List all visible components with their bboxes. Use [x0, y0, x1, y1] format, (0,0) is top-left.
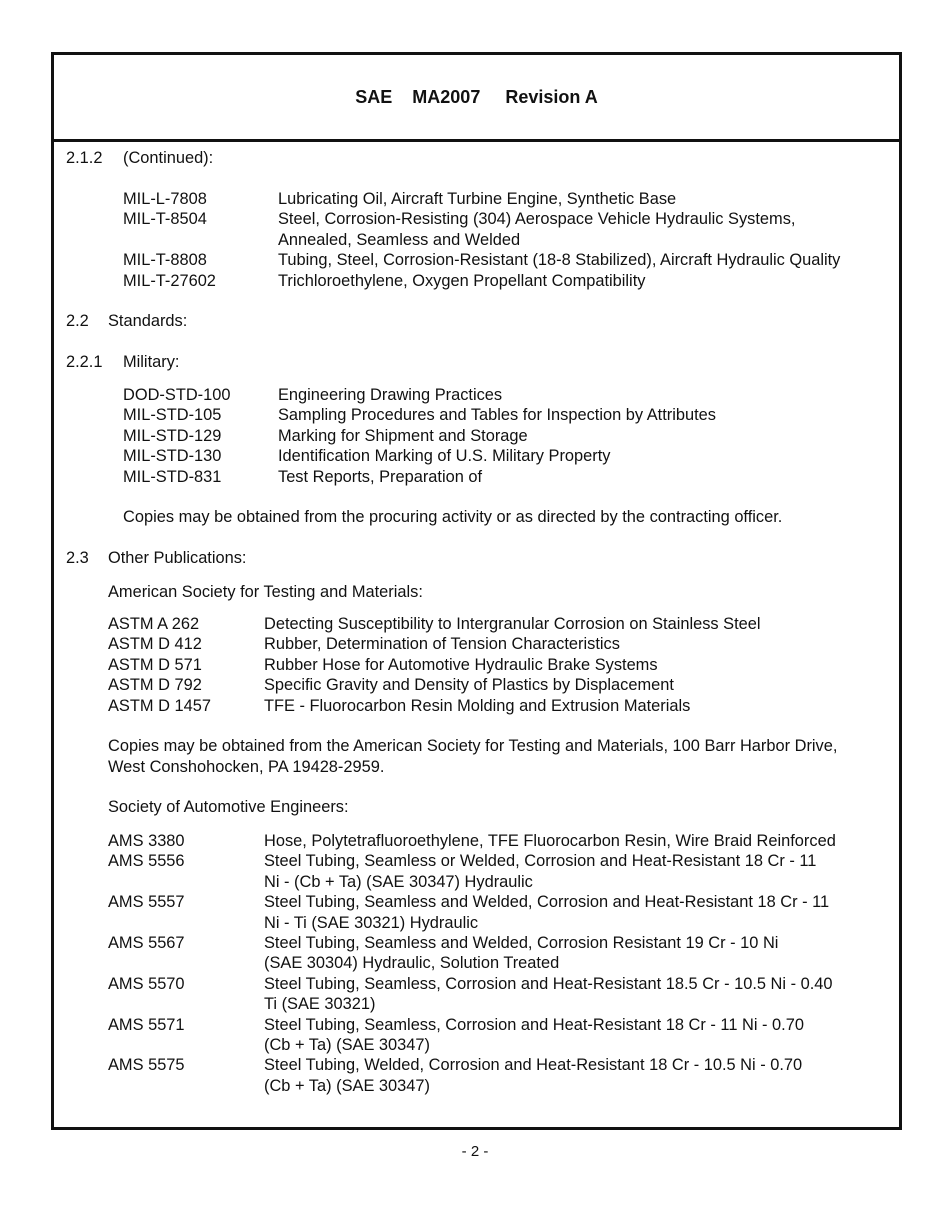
reference-title: (SAE 30304) Hydraulic, Solution Treated: [264, 954, 560, 973]
reference-code: ASTM D 571: [108, 655, 202, 674]
reference-title: Steel Tubing, Seamless, Corrosion and Heat-Resistant 18 Cr - 11 Ni - 0.70: [264, 1015, 804, 1034]
section-number: 2.1.2: [66, 149, 103, 167]
reference-title: TFE - Fluorocarbon Resin Molding and Extrusion Materials: [264, 696, 691, 715]
reference-code: ASTM D 412: [108, 635, 202, 654]
reference-title: Sampling Procedures and Tables for Inspection by Attributes: [278, 406, 716, 425]
section-number: 2.2.1: [66, 353, 103, 371]
section-number: 2.3: [66, 549, 89, 567]
copies-note-military: Copies may be obtained from the procuring activity or as directed by the contracting officer.: [123, 508, 783, 526]
document-header: [54, 55, 899, 142]
reference-title: (Cb + Ta) (SAE 30347): [264, 1076, 430, 1095]
reference-code: AMS 5570: [108, 974, 185, 993]
reference-code: ASTM D 1457: [108, 696, 211, 715]
reference-title: Test Reports, Preparation of: [278, 467, 483, 486]
reference-code: AMS 3380: [108, 832, 185, 850]
reference-code: MIL-STD-129: [123, 426, 222, 445]
section-heading: Other Publications:: [108, 549, 247, 567]
reference-code: MIL-STD-831: [123, 467, 222, 486]
reference-title: Ni - Ti (SAE 30321) Hydraulic: [264, 913, 479, 932]
reference-code: MIL-T-27602: [123, 271, 216, 290]
reference-title: Trichloroethylene, Oxygen Propellant Compatibility: [278, 271, 646, 290]
reference-title: Steel Tubing, Seamless and Welded, Corrosion and Heat-Resistant 18 Cr - 11: [264, 893, 830, 912]
reference-code: MIL-T-8504: [123, 210, 207, 229]
section-number: 2.2: [66, 312, 89, 330]
reference-title: Steel Tubing, Seamless, Corrosion and Heat-Resistant 18.5 Cr - 10.5 Ni - 0.40: [264, 974, 833, 993]
reference-title: Lubricating Oil, Aircraft Turbine Engine, Synthetic Base: [278, 190, 677, 208]
section-heading: Standards:: [108, 312, 188, 330]
reference-title: Detecting Susceptibility to Intergranular Corrosion on Stainless Steel: [264, 615, 761, 633]
reference-title: Tubing, Steel, Corrosion-Resistant (18-8 Stabilized), Aircraft Hydraulic Quality: [278, 251, 841, 270]
reference-title: Steel Tubing, Seamless or Welded, Corrosion and Heat-Resistant 18 Cr - 11: [264, 852, 817, 871]
reference-title: Rubber Hose for Automotive Hydraulic Brake Systems: [264, 655, 658, 674]
reference-title: Annealed, Seamless and Welded: [278, 230, 521, 249]
section-heading: Military:: [123, 353, 180, 371]
reference-title: Steel Tubing, Seamless and Welded, Corrosion Resistant 19 Cr - 10 Ni: [264, 934, 779, 952]
section-heading: (Continued):: [123, 149, 214, 167]
reference-code: MIL-L-7808: [123, 190, 207, 208]
copies-note-astm-line-2: West Conshohocken, PA 19428-2959.: [108, 758, 385, 776]
reference-title: Identification Marking of U.S. Military Property: [278, 447, 611, 466]
reference-code: AMS 5556: [108, 852, 185, 871]
reference-title: Steel Tubing, Welded, Corrosion and Heat-Resistant 18 Cr - 10.5 Ni - 0.70: [264, 1056, 803, 1075]
page-number: - 2 -: [461, 1143, 489, 1160]
sae-heading: Society of Automotive Engineers:: [108, 798, 349, 816]
reference-title: Engineering Drawing Practices: [278, 386, 503, 404]
reference-title: Hose, Polytetrafluoroethylene, TFE Fluorocarbon Resin, Wire Braid Reinforced: [264, 832, 836, 850]
document-title: SAE MA2007 Revision A: [355, 86, 598, 107]
reference-code: ASTM A 262: [108, 615, 200, 633]
reference-title: Steel, Corrosion-Resisting (304) Aerospace Vehicle Hydraulic Systems,: [278, 210, 796, 229]
reference-title: Specific Gravity and Density of Plastics by Displacement: [264, 676, 674, 695]
reference-title: Rubber, Determination of Tension Characteristics: [264, 635, 620, 654]
reference-title: (Cb + Ta) (SAE 30347): [264, 1036, 430, 1054]
reference-code: MIL-STD-105: [123, 406, 222, 425]
reference-code: MIL-T-8808: [123, 251, 207, 270]
reference-code: AMS 5571: [108, 1015, 185, 1034]
copies-note-astm-line-1: Copies may be obtained from the American Society for Testing and Materials, 100 Barr Harbor Drive,: [108, 737, 838, 755]
reference-title: Marking for Shipment and Storage: [278, 426, 528, 445]
reference-title: Ni - (Cb + Ta) (SAE 30347) Hydraulic: [264, 872, 533, 891]
reference-title: Ti (SAE 30321): [264, 995, 376, 1014]
reference-code: AMS 5575: [108, 1056, 185, 1075]
reference-code: AMS 5567: [108, 934, 185, 952]
astm-heading: American Society for Testing and Materials:: [108, 583, 423, 601]
reference-code: MIL-STD-130: [123, 447, 222, 466]
reference-code: DOD-STD-100: [123, 386, 231, 404]
reference-code: AMS 5557: [108, 893, 185, 912]
reference-code: ASTM D 792: [108, 676, 202, 695]
